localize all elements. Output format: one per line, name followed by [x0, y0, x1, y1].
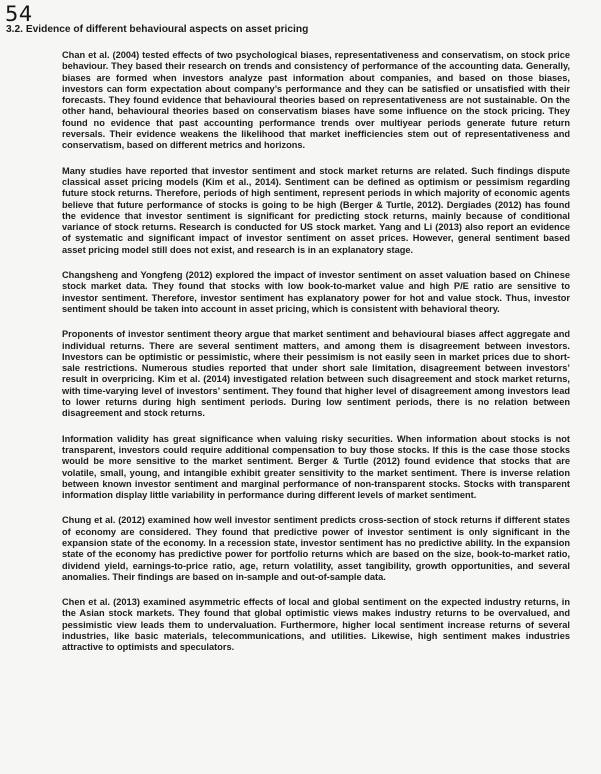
- document-body: [62, 50, 570, 668]
- page-number: 54: [5, 2, 33, 26]
- paragraph-changsheng-yongfeng: Changsheng and Yongfeng (2012) explored the impact of investor sentiment on asset valuation based on Chinese stock market data. They found that stocks with low book-to-market value and high P/E ratio are sensitive to investor sentiment. Therefore, investor sentiment has explanatory power for hot and value stock. Thus, investor sentiment should be taken into account in asset pricing, which is consistent with behavioral theory.: [62, 270, 570, 314]
- section-heading: 3.2. Evidence of different behavioural aspects on asset pricing: [6, 24, 309, 35]
- paragraph-chen-2013: Chen et al. (2013) examined asymmetric effects of local and global sentiment on the expected industry returns, in the Asian stock markets. They found that global optimistic views makes industry returns to be overvalued, and pessimistic view leads them to undervaluation. Furthermore, higher local sentiment increase returns of several industries, like basic materials, telecommunications, and utilities. Likewise, high sentiment makes industries attractive to optimists and speculators.: [62, 597, 570, 653]
- paragraph-chung-2012: Chung et al. (2012) examined how well investor sentiment predicts cross-section of stock returns if different states of economy are considered. They found that predictive power of investor sentiment is only significant in the expansion state of the economy. In a recession state, investor sentiment has no predictive ability. In the expansion state of the economy has predictive power for portfolio returns which are based on the size, book-to-market ratio, dividend yield, earnings-to-price ratio, age, return volatility, asset tangibility, growth opportunities, and several anomalies. Their findings are based on in-sample and out-of-sample data.: [62, 515, 570, 582]
- paragraph-investor-sentiment: Many studies have reported that investor sentiment and stock market returns are related. Such findings dispute classical asset pricing models (Kim et al., 2014). Sentiment can be defined as optimism or pessimism regarding future stock returns. Therefore, periods of high sentiment, represent periods in which majority of economic agents believe that future performance of stocks is going to be high (Berger & Turtle, 2012). Dergiades (2012) has found the evidence that investor sentiment is significant for predicting stock returns, mainly because of conditional variance of stock returns. Research is conducted for US stock market. Yang and Li (2013) also report an evidence of systematic and significant impact of investor sentiment on asset prices. However, general sentiment based asset pricing model still does not exist, and research is in an explanatory stage.: [62, 165, 570, 255]
- paragraph-disagreement: Proponents of investor sentiment theory argue that market sentiment and behavioural biases affect aggregate and individual returns. There are several sentiment matters, and among them is disagreement between investors. Investors can be optimistic or pessimistic, where their pessimism is not easily seen in market prices due to short-sale restrictions. Numerous studies reported that under short sale limitation, disagreement between investors’ result in overpricing. Kim et al. (2014) investigated relation between such disagreement and stock market returns, with time-varying level of investors’ sentiment. They found that higher level of disagreement among investors lead to lower returns during high sentiment periods. During low sentiment periods, there is no relation between disagreement and stock returns.: [62, 329, 570, 419]
- paragraph-chan-2004: Chan et al. (2004) tested effects of two psychological biases, representativeness and conservatism, on stock price behaviour. They based their research on trends and consistency of performance of the accounting data. Generally, biases are formed when investors analyze past information about companies, and based on those biases, investors can form expectation about company’s performance and they can be satisfied or unsatisfied with their forecasts. They found evidence that behavioural theories based on representativeness are not sustainable. On the other hand, behavioural theories based on conservatism biases have some influence on the stock pricing. They found no evidence that past accounting performance trends over multiyear periods generate future return reversals. Their evidence weakens the likelihood that market inefficiencies stem out of representativeness and conservatism, based on different metrics and horizons.: [62, 50, 570, 151]
- paragraph-information-validity: Information validity has great significance when valuing risky securities. When information about stocks is not transparent, investors could require additional compensation to buy those stocks. If this is the case those stocks would be more sensitive to the market sentiment. Berger & Turtle (2012) found evidence that stocks that are volatile, small, young, and intangible exhibit greater sensitivity to the market sentiment. There is inverse relation between known investor sentiment and marginal performance of non-transparent stocks. Stocks with transparent information display little variability in performance during different levels of market sentiment.: [62, 433, 570, 501]
